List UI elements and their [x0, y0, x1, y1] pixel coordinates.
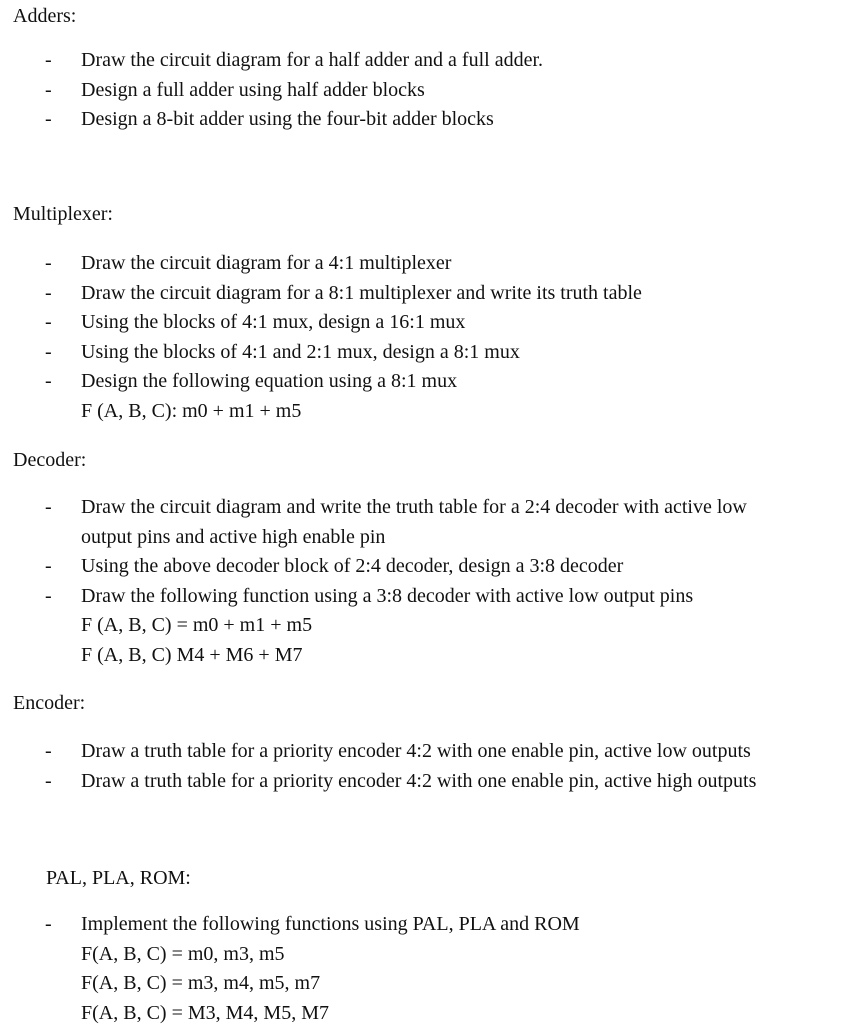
section-heading-encoder: Encoder:	[13, 689, 85, 719]
dash-bullet: -	[45, 367, 52, 397]
equation: F (A, B, C): m0 + m1 + m5	[81, 397, 642, 427]
multiplexer-list	[0, 249, 642, 426]
equation: F(A, B, C) = m0, m3, m5	[81, 940, 580, 970]
list-item	[0, 367, 642, 426]
dash-bullet: -	[45, 493, 52, 523]
list-item-text: Implement the following functions using PAL, PLA and ROM	[81, 913, 580, 935]
list-item	[0, 737, 756, 767]
list-item	[0, 308, 642, 338]
list-item-text: Using the blocks of 4:1 mux, design a 16:1 mux	[81, 311, 465, 333]
list-item-text: Design the following equation using a 8:1 mux	[81, 370, 457, 392]
list-item-text: Using the above decoder block of 2:4 decoder, design a 3:8 decoder	[81, 555, 623, 577]
section-heading-decoder: Decoder:	[13, 446, 86, 476]
list-item-text: Draw a truth table for a priority encoder 4:2 with one enable pin, active high outputs	[81, 770, 756, 792]
list-item	[0, 105, 543, 135]
list-item-text: Draw the circuit diagram for a half adder and a full adder.	[81, 49, 543, 71]
list-item	[0, 910, 580, 1028]
list-item-text: Draw the circuit diagram and write the truth table for a 2:4 decoder with active low	[81, 496, 747, 518]
equation: F(A, B, C) = m3, m4, m5, m7	[81, 969, 580, 999]
dash-bullet: -	[45, 308, 52, 338]
list-item-text: Using the blocks of 4:1 and 2:1 mux, design a 8:1 mux	[81, 341, 520, 363]
list-item-continuation: output pins and active high enable pin	[81, 523, 747, 553]
list-item	[0, 552, 747, 582]
dash-bullet: -	[45, 76, 52, 106]
list-item-text: Design a 8-bit adder using the four-bit adder blocks	[81, 108, 494, 130]
encoder-list	[0, 737, 756, 796]
dash-bullet: -	[45, 552, 52, 582]
dash-bullet: -	[45, 279, 52, 309]
list-item	[0, 46, 543, 76]
dash-bullet: -	[45, 910, 52, 940]
dash-bullet: -	[45, 46, 52, 76]
list-item	[0, 338, 642, 368]
section-heading-multiplexer: Multiplexer:	[13, 200, 113, 230]
list-item	[0, 767, 756, 797]
equation: F(A, B, C) = M3, M4, M5, M7	[81, 999, 580, 1028]
equation: F (A, B, C) M4 + M6 + M7	[81, 641, 747, 671]
equation: F (A, B, C) = m0 + m1 + m5	[81, 611, 747, 641]
list-item	[0, 279, 642, 309]
dash-bullet: -	[45, 105, 52, 135]
section-heading-adders: Adders:	[13, 2, 76, 32]
section-heading-pal-pla-rom: PAL, PLA, ROM:	[46, 864, 191, 894]
list-item-text: Draw the circuit diagram for a 8:1 multiplexer and write its truth table	[81, 282, 642, 304]
list-item	[0, 76, 543, 106]
list-item-text: Draw the circuit diagram for a 4:1 multiplexer	[81, 252, 451, 274]
list-item	[0, 249, 642, 279]
dash-bullet: -	[45, 338, 52, 368]
list-item	[0, 582, 747, 671]
dash-bullet: -	[45, 737, 52, 767]
list-item-text: Draw a truth table for a priority encoder 4:2 with one enable pin, active low outputs	[81, 740, 751, 762]
decoder-list	[0, 493, 747, 670]
list-item	[0, 493, 747, 552]
dash-bullet: -	[45, 582, 52, 612]
pal-list	[0, 910, 580, 1028]
adders-list	[0, 46, 543, 135]
list-item-text: Design a full adder using half adder blocks	[81, 79, 425, 101]
dash-bullet: -	[45, 767, 52, 797]
dash-bullet: -	[45, 249, 52, 279]
list-item-text: Draw the following function using a 3:8 decoder with active low output pins	[81, 585, 693, 607]
